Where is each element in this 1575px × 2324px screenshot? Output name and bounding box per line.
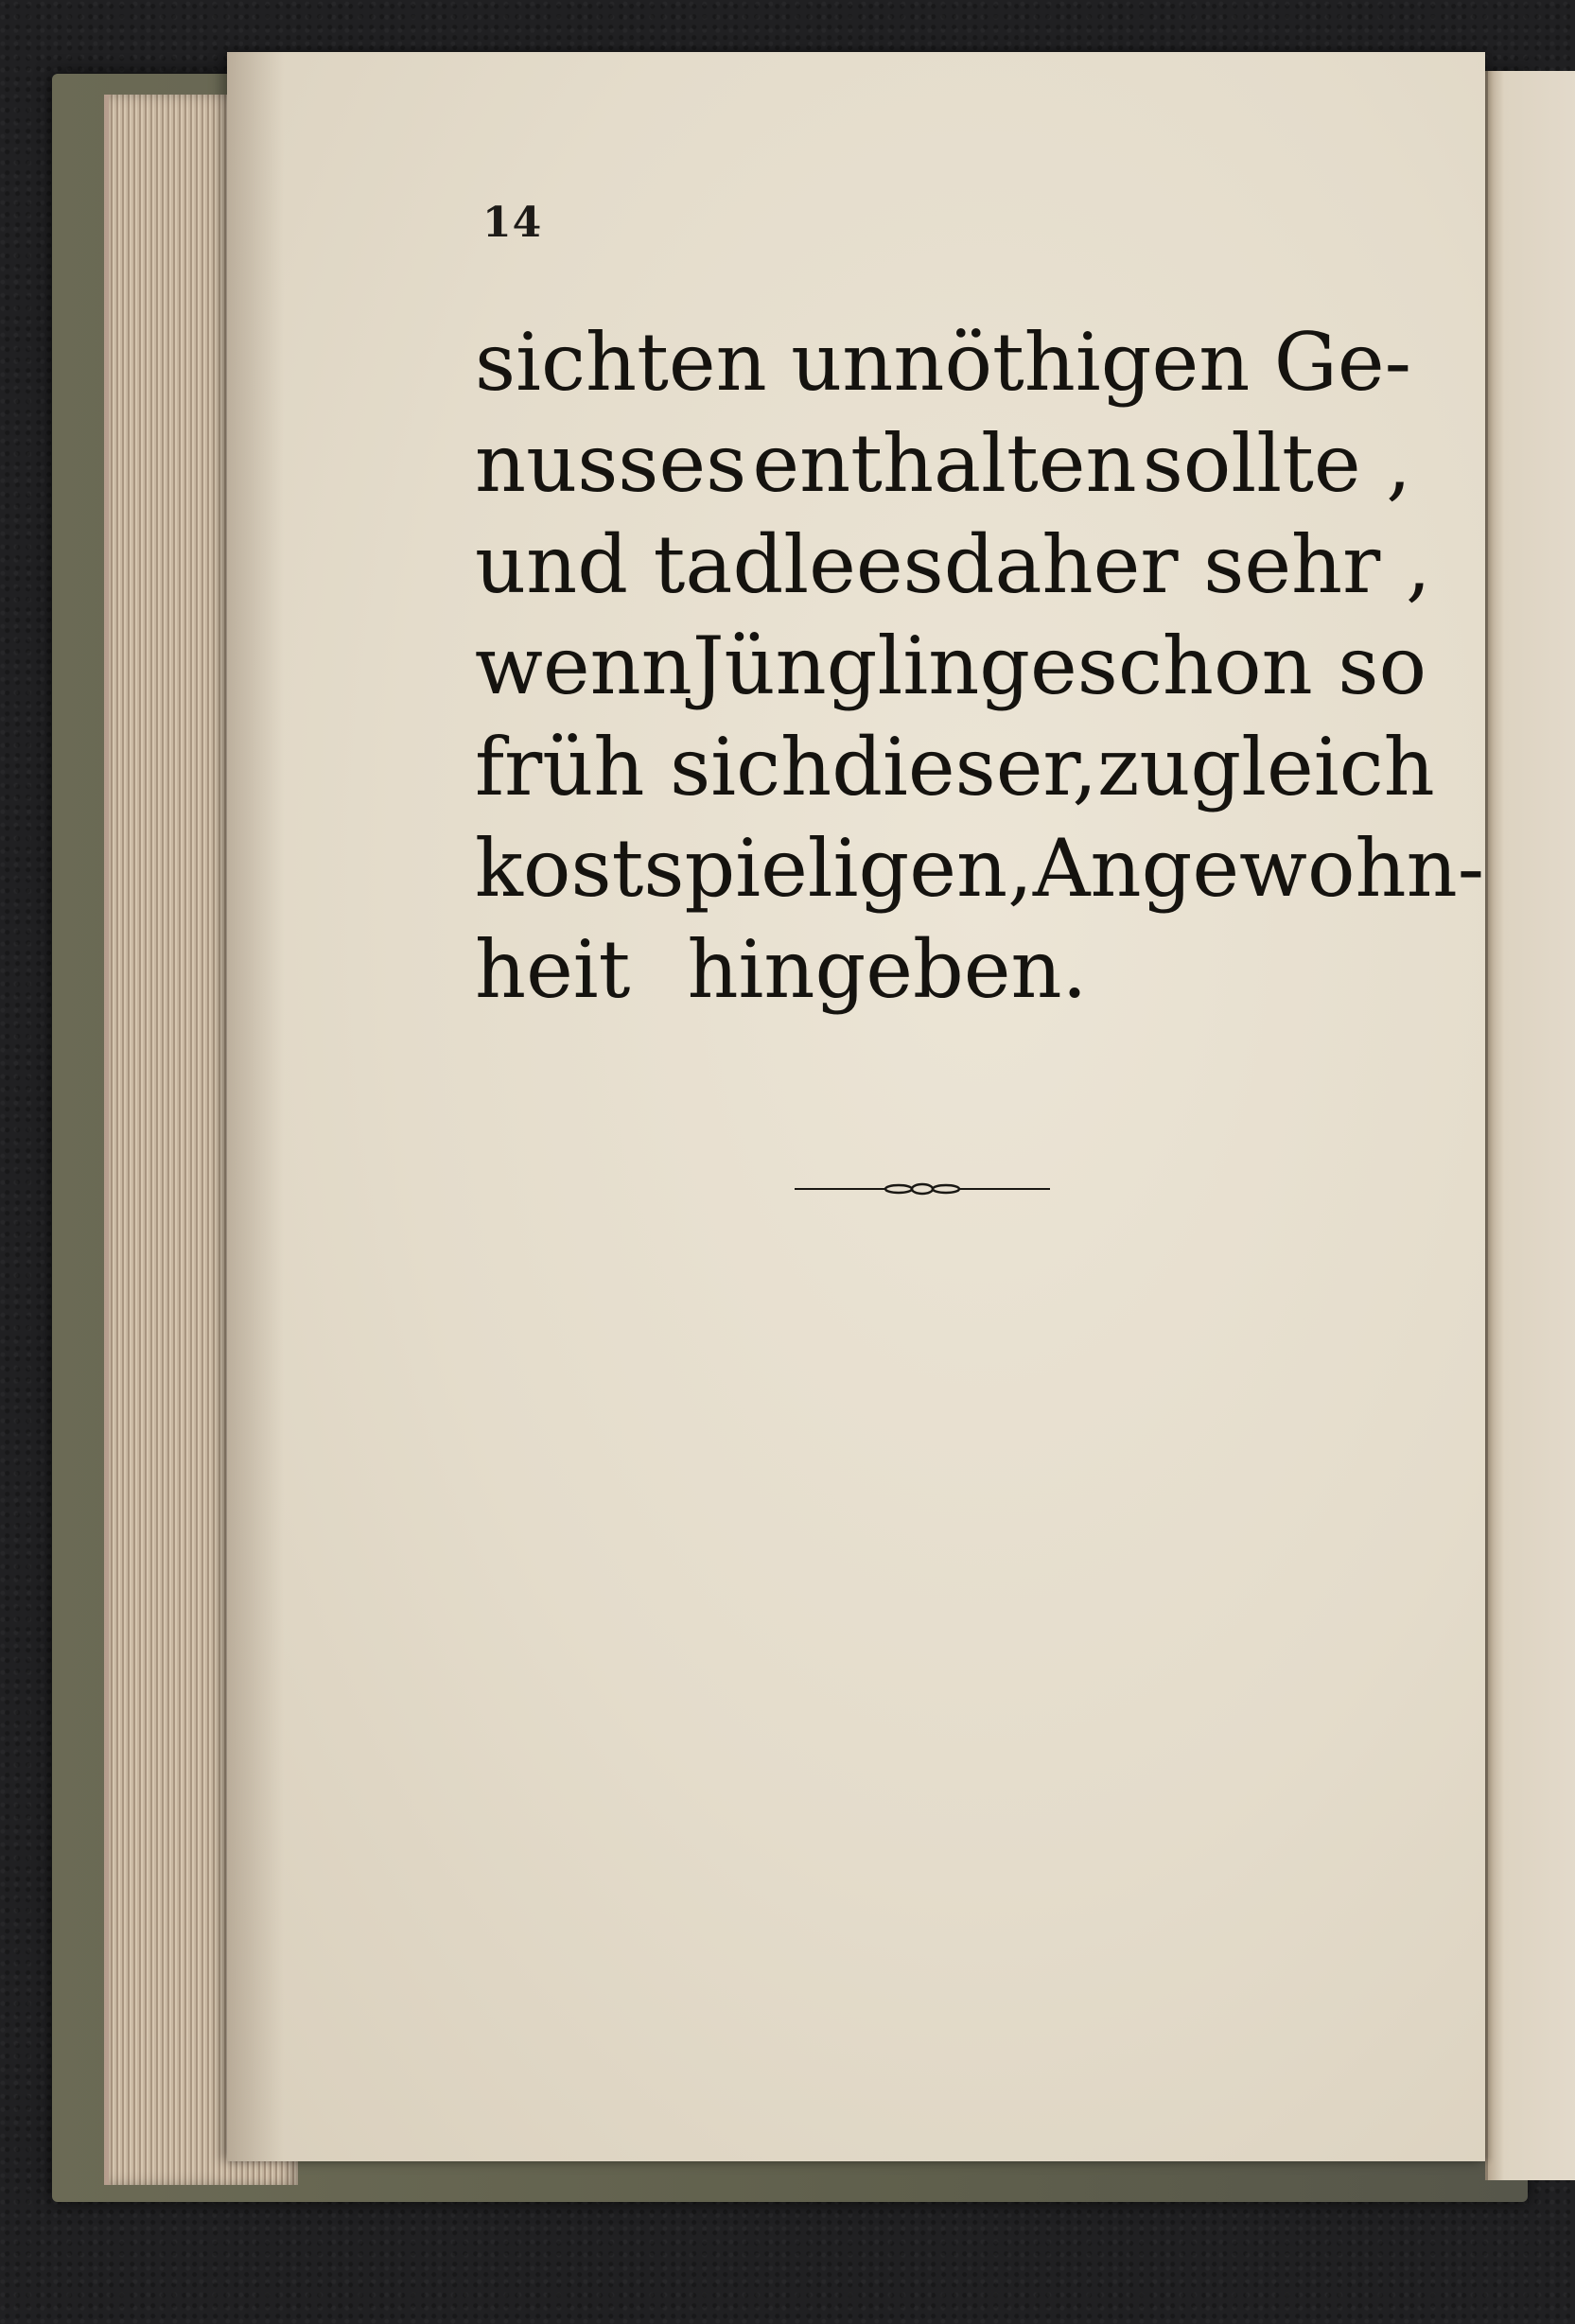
word: nusses [475, 417, 747, 510]
text-line [475, 616, 1427, 717]
word: dieser, [831, 721, 1098, 813]
text-line [475, 818, 1485, 919]
word: schon so [1076, 620, 1427, 712]
word: Ge- [1273, 316, 1411, 409]
text-line [475, 312, 1411, 413]
word: kostspieligen, [475, 822, 1033, 915]
word: Jünglinge [691, 620, 1077, 712]
text-line [475, 413, 1411, 515]
text-line [475, 919, 1411, 1021]
word: wenn [475, 620, 692, 712]
word: früh sich [475, 721, 832, 813]
word: es [855, 518, 944, 611]
page-text-block [475, 312, 1485, 1021]
text-line [475, 717, 1435, 818]
ornamental-rule [795, 1178, 1050, 1200]
word: Angewohn- [1032, 822, 1485, 915]
word: hingeben. [687, 923, 1088, 1016]
word: heit [475, 923, 631, 1016]
word: unnöthigen [791, 316, 1251, 409]
word: enthalten [752, 417, 1137, 510]
word: sollte , [1142, 417, 1411, 510]
word: und tadle [475, 518, 856, 611]
text-line [475, 515, 1431, 616]
facing-page [1485, 71, 1575, 2180]
word: zugleich [1097, 721, 1435, 813]
word: sichten [475, 316, 767, 409]
page-number: 14 [482, 199, 543, 247]
word: daher sehr , [943, 518, 1431, 611]
